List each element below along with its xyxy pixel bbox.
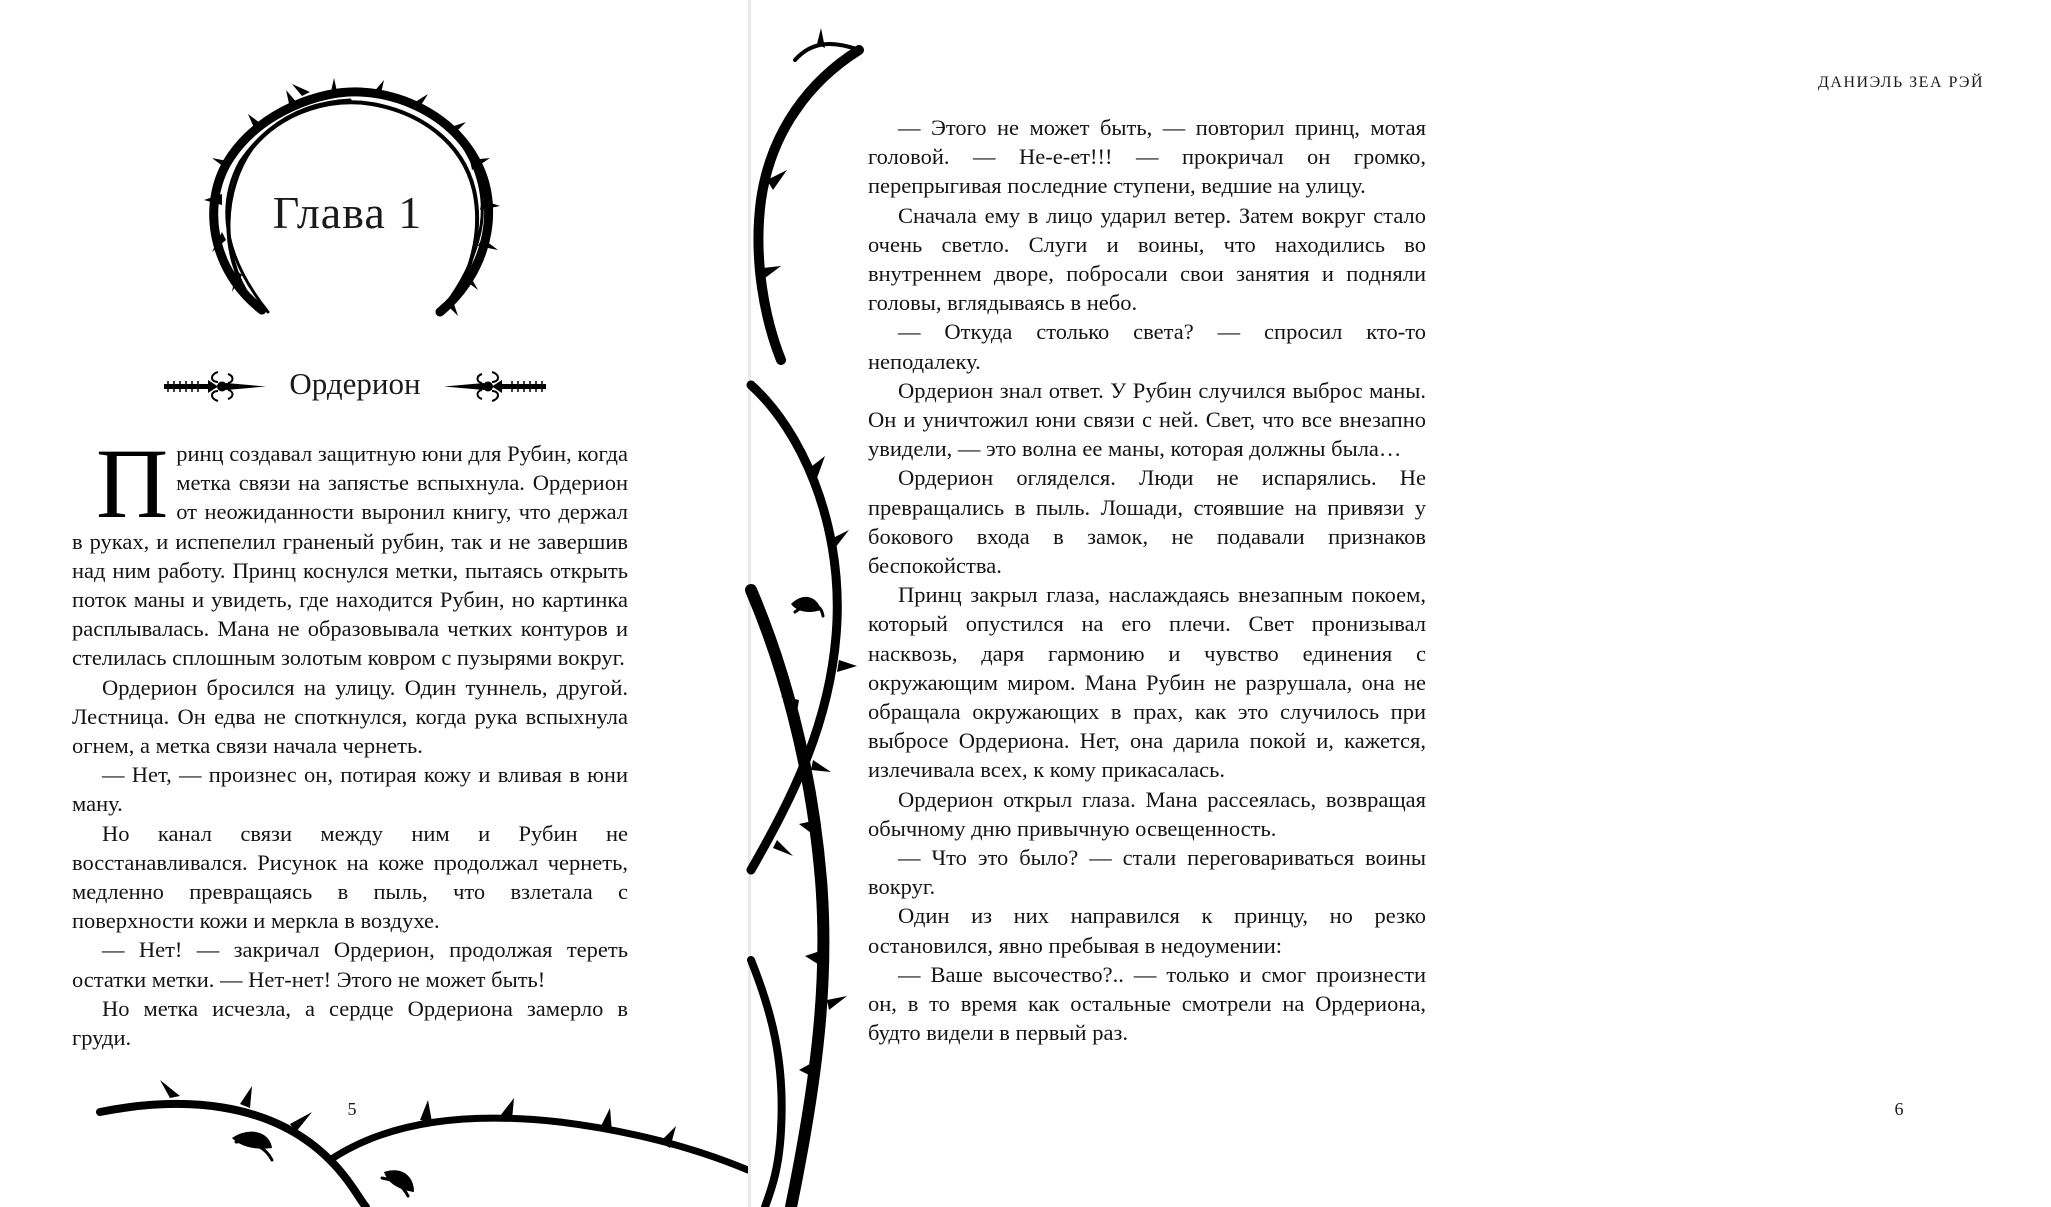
paragraph: Ордерион знал ответ. У Рубин случился выброс маны. Он и уничтожил юни связи с ней. Свет, что все внезапно увидели, — это волна ее маны, которая должны была… xyxy=(868,377,1426,462)
paragraph: Ордерион огляделся. Люди не испарялись. Не превращались в пыль. Лошади, стоявшие на привязи у бокового входа в замок, не подавали признаков беспокойства. xyxy=(868,465,1426,579)
right-body-text xyxy=(868,113,1426,1048)
paragraph: — Нет! — закричал Ордерион, продолжая тереть остатки метки. — Нет-нет! Этого не может быть! xyxy=(72,937,628,992)
paragraph xyxy=(72,428,628,673)
chapter-subtitle: Ордерион xyxy=(289,366,421,401)
paragraph: Ордерион бросился на улицу. Один туннель, другой. Лестница. Он едва не споткнулся, когда рука вспыхнула огнем, а метка связи начала чернеть. xyxy=(72,674,628,759)
dagger-right-icon xyxy=(440,362,550,412)
paragraph: Но канал связи между ним и Рубин не восстанавливался. Рисунок на коже продолжал чернеть, медленно превращаясь в пыль, что взлетала с поверхности кожи и меркла в воздухе. xyxy=(72,820,628,934)
page-number: 6 xyxy=(1894,1099,1904,1119)
running-head: ДАНИЭЛЬ ЗЕА РЭЙ xyxy=(1817,74,1985,91)
paragraph: — Ваше высочество?.. — только и смог произнести он, в то время как остальные смотрели на Ордериона, будто видели в первый раз. xyxy=(868,961,1426,1046)
dagger-left-icon xyxy=(160,362,270,412)
paragraph: Один из них направился к принцу, но резко остановился, явно пребывая в недоумении: xyxy=(868,903,1426,958)
paragraph: — Нет, — произнес он, потирая кожу и вливая в юни ману. xyxy=(72,762,628,817)
paragraph: Но метка исчезла, а сердце Ордериона замерло в груди. xyxy=(72,995,628,1051)
paragraph: — Откуда столько света? — спросил кто-то неподалеку. xyxy=(868,319,1426,374)
subtitle-row xyxy=(160,362,550,412)
drop-cap: П xyxy=(96,428,169,539)
paragraph: Ордерион открыл глаза. Мана рассеялась, возвращая обычному дню привычную освещенность. xyxy=(868,786,1426,841)
paragraph: — Что это было? — стали переговариваться воины вокруг. xyxy=(868,845,1426,900)
chapter-title: Глава 1 xyxy=(272,187,423,238)
left-page xyxy=(0,0,748,1207)
paragraph: Принц закрыл глаза, наслаждаясь внезапным покоем, который опустился на его плечи. Свет пронизывал насквозь, даря гармонию и чувство единения с окружающим миром. Мана Рубин не разрушала, она не обращала окружающих в прах, как это случилось при выбросе Ордериона. Нет, она дарила покой и, кажется, излечивала всех, к кому прикасалась. xyxy=(868,582,1426,783)
page-number: 5 xyxy=(347,1099,357,1119)
paragraph-text: ринц создавал защитную юни для Рубин, когда метка связи на запястье вспыхнула. Ордерион от неожиданности выронил книгу, что держал в руках, и испепелил граненый рубин, так и не завершив над ним работу. Принц коснулся метки, пытаясь открыть поток маны и увидеть, где находится Рубин, но картинка расплывалась. Мана не образовывала четких контуров и стелилась сплошным золотым ковром с пузырями вокруг. xyxy=(72,441,628,671)
left-body-text xyxy=(72,428,628,1052)
paragraph: — Этого не может быть, — повторил принц, мотая головой. — Не-е-ет!!! — прокричал он громко, перепрыгивая последние ступени, ведшие на улицу. xyxy=(868,115,1426,199)
paragraph: Сначала ему в лицо ударил ветер. Затем вокруг стало очень светло. Слуги и воины, что находились во внутреннем дворе, побросали свои занятия и подняли головы, вглядываясь в небо. xyxy=(868,202,1426,316)
